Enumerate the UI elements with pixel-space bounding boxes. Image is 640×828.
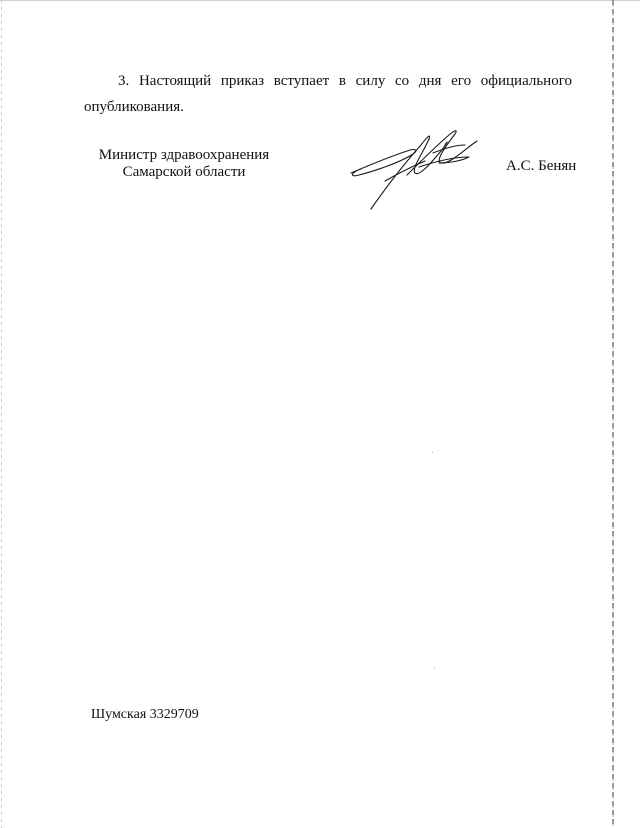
signer-name: А.С. Бенян [506, 158, 577, 174]
order-paragraph-3: 3. Настоящий приказ вступает в силу со дня его официального опубликования. [84, 73, 572, 115]
handwritten-signature [345, 123, 485, 213]
signer-position [84, 147, 284, 181]
signer-position-line-2: Самарской области [122, 164, 246, 180]
signer-position-line-1: Министр здравоохранения [98, 147, 270, 163]
scan-edge-right [612, 0, 614, 828]
scan-speck [432, 452, 433, 453]
scan-edge-top [0, 0, 640, 1]
scan-speck [434, 668, 435, 669]
scan-edge-left [1, 0, 2, 828]
executor-contact: Шумская 3329709 [91, 707, 199, 722]
